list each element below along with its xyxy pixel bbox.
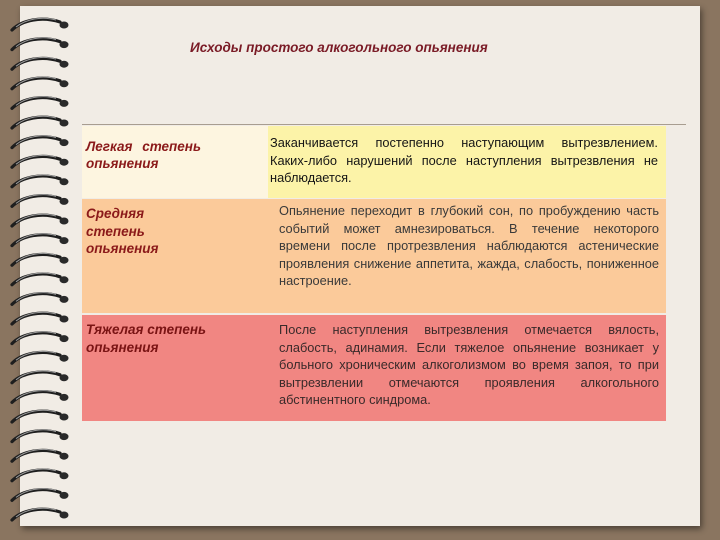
punch-hole: [60, 80, 69, 87]
row-description: После наступления вытрезвления отмечается вялость, слабость, адинамия. Если тяжелое опьянение возникает у больного хроническим алкоголизмом во время запоя, то при вытрезвлении отмечаются проявления алкогольного абстинентного синдрома.: [279, 322, 659, 408]
row-description: Заканчивается постепенно наступающим вытрезвлением. Каких-либо нарушений после наступления вытрезвления не наблюдается.: [270, 135, 658, 185]
punch-hole: [60, 335, 69, 342]
table-row-severe: [82, 315, 666, 421]
slide-title: Исходы простого алкогольного опьянения: [190, 40, 488, 55]
row-label: Легкая степень опьянения: [86, 139, 201, 171]
punch-hole: [60, 414, 69, 421]
punch-hole: [60, 257, 69, 264]
row-description: Опьянение переходит в глубокий сон, по пробуждению часть событий может амнезироваться. В течение некоторого времени после протрезвления наблюдаются астенические проявления снижение аппетита, жажда, слабость, пониженное настроение.: [279, 203, 659, 289]
punch-hole: [60, 198, 69, 205]
punch-hole: [60, 472, 69, 479]
punch-hole: [60, 296, 69, 303]
divider-line: [82, 124, 686, 125]
punch-hole: [60, 512, 69, 519]
punch-hole: [60, 159, 69, 166]
punch-hole: [60, 355, 69, 362]
punch-hole: [60, 394, 69, 401]
punch-hole: [60, 316, 69, 323]
row-label: Тяжелая степень опьянения: [86, 322, 207, 355]
table-row-moderate: [82, 199, 666, 313]
spiral-binding: [6, 6, 70, 526]
table-row-mild: [82, 126, 666, 198]
row-label: Средняя степень опьянения: [86, 206, 159, 256]
punch-hole: [60, 492, 69, 499]
punch-hole: [60, 139, 69, 146]
punch-hole: [60, 276, 69, 283]
punch-hole: [60, 100, 69, 107]
punch-hole: [60, 218, 69, 225]
punch-hole: [60, 22, 69, 29]
punch-hole: [60, 453, 69, 460]
punch-hole: [60, 433, 69, 440]
punch-hole: [60, 178, 69, 185]
punch-hole: [60, 237, 69, 244]
punch-hole: [60, 41, 69, 48]
punch-hole: [60, 61, 69, 68]
punch-hole: [60, 374, 69, 381]
punch-hole: [60, 120, 69, 127]
